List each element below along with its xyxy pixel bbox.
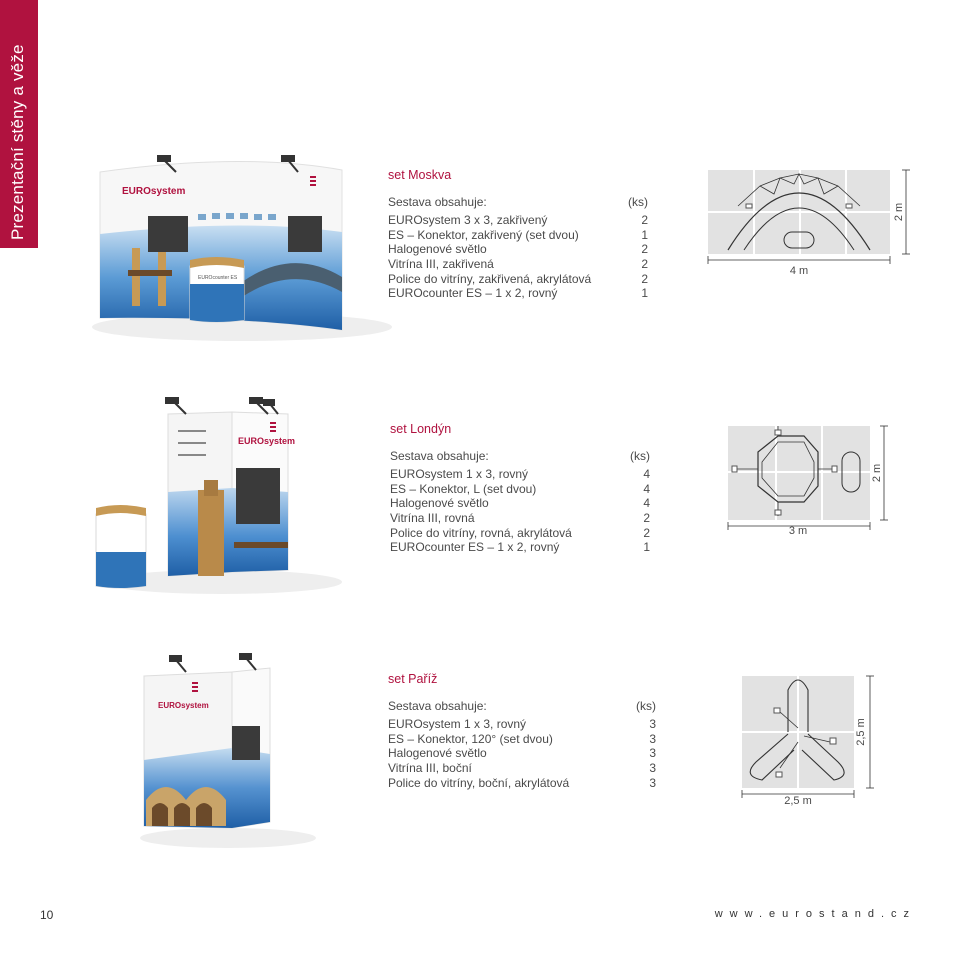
pariz-brand-text: EUROsystem: [158, 701, 209, 710]
website-url: www.eurostand.cz: [714, 908, 916, 920]
list-item: Halogenové světlo 4: [390, 496, 650, 511]
list-item: ES – Konektor, zakřivený (set dvou) 1: [388, 227, 648, 242]
unit-label: (ks): [636, 698, 656, 713]
list-item: EUROcounter ES – 1 x 2, rovný 1: [388, 286, 648, 301]
list-item: Police do vitríny, boční, akrylátová 3: [388, 775, 656, 790]
londyn-stand-photo: [92, 392, 342, 604]
moskva-counter-text: EUROcounter ES: [198, 275, 238, 281]
list-item: EUROsystem 1 x 3, rovný 4: [390, 467, 650, 482]
pariz-stand-photo: [136, 650, 320, 856]
plan-depth-label: 2,5 m: [855, 718, 867, 746]
section-tab-label: Prezentační stěny a věže: [8, 44, 27, 240]
unit-label: (ks): [628, 194, 648, 209]
list-item: ES – Konektor, L (set dvou) 4: [390, 481, 650, 496]
unit-label: (ks): [630, 448, 650, 463]
set-title: set Paříž: [388, 672, 438, 686]
set-title: set Moskva: [388, 168, 452, 182]
set-moskva: [388, 168, 648, 301]
pariz-floor-plan: [738, 672, 888, 808]
list-item: Halogenové světlo 3: [388, 746, 656, 761]
list-item: EUROsystem 1 x 3, rovný 3: [388, 717, 656, 732]
list-item: Vitrína III, zakřivená 2: [388, 256, 648, 271]
plan-width-label: 4 m: [789, 265, 809, 277]
list-item: Police do vitríny, rovná, akrylátová 2: [390, 525, 650, 540]
page-number: 10: [40, 908, 54, 922]
list-item: ES – Konektor, 120° (set dvou) 3: [388, 731, 656, 746]
londyn-brand-text: EUROsystem: [238, 436, 296, 446]
contents-label: Sestava obsahuje:: [388, 698, 487, 713]
moskva-floor-plan: [704, 166, 916, 282]
londyn-floor-plan: [724, 422, 894, 538]
list-item: Vitrína III, rovná 2: [390, 510, 650, 525]
set-pariz: [388, 672, 656, 790]
moskva-brand-text: EUROsystem: [122, 186, 186, 197]
contents-label: Sestava obsahuje:: [390, 448, 489, 463]
plan-width-label: 3 m: [788, 525, 808, 537]
list-item: EUROcounter ES – 1 x 2, rovný 1: [390, 540, 650, 555]
plan-depth-label: 2 m: [871, 463, 883, 483]
set-londyn: [390, 422, 650, 555]
set-title: set Londýn: [390, 422, 452, 436]
list-item: Halogenové světlo 2: [388, 242, 648, 257]
plan-width-label: 2,5 m: [784, 795, 812, 807]
section-tab: [0, 0, 38, 248]
contents-label: Sestava obsahuje:: [388, 194, 487, 209]
list-item: Police do vitríny, zakřivená, akrylátová 2: [388, 271, 648, 286]
list-item: EUROsystem 3 x 3, zakřivený 2: [388, 213, 648, 228]
moskva-stand-photo: [92, 152, 392, 352]
plan-depth-label: 2 m: [893, 202, 905, 222]
list-item: Vitrína III, boční 3: [388, 760, 656, 775]
